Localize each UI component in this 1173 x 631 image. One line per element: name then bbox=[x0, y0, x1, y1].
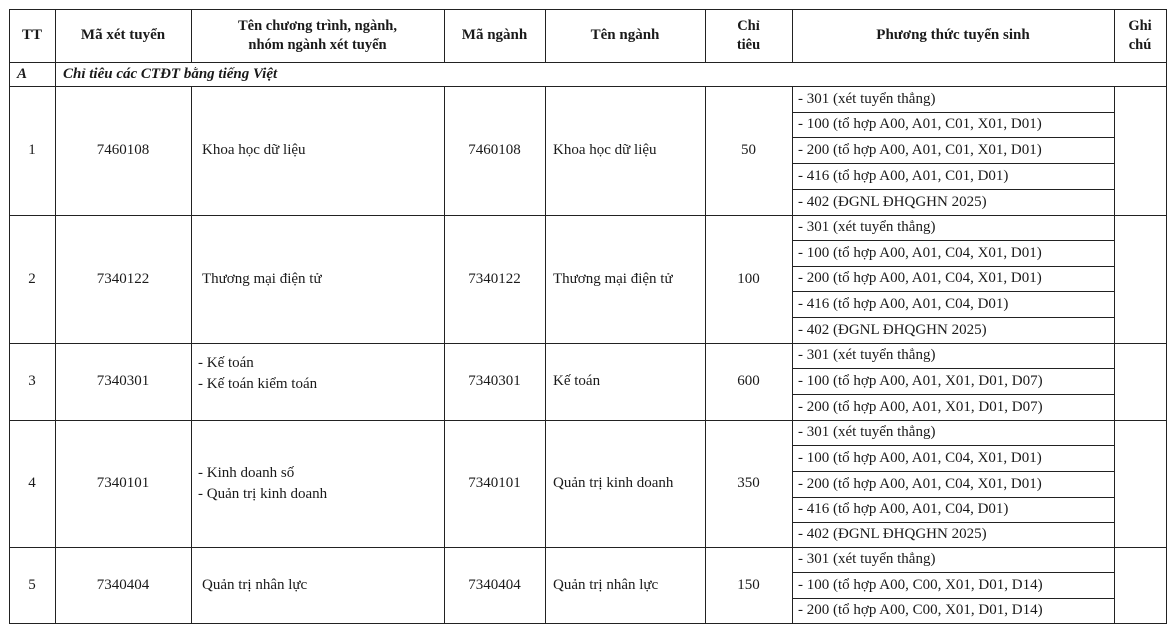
row-3-chi-tieu: 600 bbox=[737, 373, 760, 390]
header-ghi-chu-line1: Ghi bbox=[1128, 18, 1152, 35]
row-4-ten-chuong-trinh bbox=[191, 420, 444, 547]
header-chi-tieu bbox=[705, 9, 792, 62]
row-4-ghi-chu bbox=[1114, 420, 1166, 547]
row-4-ma-xet-tuyen: 7340101 bbox=[96, 475, 150, 492]
row-2-ten-nganh: Thương mại điện tử bbox=[553, 270, 673, 287]
header-ghi-chu-line2: chú bbox=[1128, 36, 1152, 53]
grid-h-method bbox=[792, 112, 1114, 113]
row-3-method-3: - 200 (tổ hợp A00, A01, X01, D01, D07) bbox=[798, 398, 1043, 415]
row-4-method-3: - 200 (tổ hợp A00, A01, C04, X01, D01) bbox=[798, 475, 1042, 492]
grid-h-method bbox=[792, 163, 1114, 164]
row-1-method-2: - 100 (tổ hợp A00, A01, C01, X01, D01) bbox=[798, 116, 1042, 132]
row-4-method-1: - 301 (xét tuyển thẳng) bbox=[798, 424, 936, 440]
row-1-method-1: - 301 (xét tuyển thẳng) bbox=[798, 90, 936, 107]
row-4-ten-chuong-trinh-line-2: - Quản trị kinh doanh bbox=[198, 485, 328, 502]
grid-v-ma-body bbox=[191, 86, 192, 623]
row-2-ghi-chu bbox=[1114, 215, 1166, 343]
row-3-method-2: - 100 (tổ hợp A00, A01, X01, D01, D07) bbox=[798, 372, 1043, 389]
row-2-tt: 2 bbox=[28, 270, 36, 287]
row-2-ten-chuong-trinh-line: Thương mại điện tử bbox=[202, 270, 322, 287]
row-5-ten-chuong-trinh bbox=[191, 547, 444, 623]
row-2-chi-tieu: 100 bbox=[737, 270, 760, 287]
row-3-ten-chuong-trinh-line-2: - Kế toán kiểm toán bbox=[198, 375, 318, 392]
row-4-method-4: - 416 (tổ hợp A00, A01, C04, D01) bbox=[798, 501, 1009, 517]
header-ten-chuong-trinh-line2: nhóm ngành xét tuyển bbox=[248, 36, 387, 53]
grid-h-row2-bottom bbox=[9, 343, 1167, 344]
row-1-tt: 1 bbox=[28, 142, 36, 159]
grid-h-method bbox=[792, 317, 1114, 318]
grid-h-row1-bottom bbox=[9, 215, 1167, 216]
grid-h-method bbox=[792, 497, 1114, 498]
row-5-method-3: - 200 (tổ hợp A00, C00, X01, D01, D14) bbox=[798, 602, 1043, 618]
row-3-ten-chuong-trinh-line-1: - Kế toán bbox=[198, 355, 254, 372]
grid-v-phuongthuc bbox=[1114, 9, 1115, 62]
row-4-method-5: - 402 (ĐGNL ĐHQGHN 2025) bbox=[798, 526, 987, 542]
grid-h-bottom bbox=[9, 623, 1167, 624]
grid-v-chitieu bbox=[792, 9, 793, 62]
header-chi-tieu-line1: Chỉ bbox=[737, 18, 760, 35]
grid-v-manganh-body bbox=[545, 86, 546, 623]
section-title: Chỉ tiêu các CTĐT bằng tiếng Việt bbox=[63, 65, 278, 82]
row-3-ghi-chu bbox=[1114, 343, 1166, 420]
grid-v-left bbox=[9, 9, 10, 623]
header-chi-tieu-line2: tiêu bbox=[736, 36, 761, 53]
grid-v-tennganh-body bbox=[705, 86, 706, 623]
grid-h-method bbox=[792, 598, 1114, 599]
row-2-ten-chuong-trinh bbox=[191, 215, 444, 343]
grid-h-method bbox=[792, 189, 1114, 190]
section-label: A bbox=[17, 65, 28, 82]
header-ma-xet-tuyen: Mã xét tuyển bbox=[80, 27, 166, 44]
grid-h-row4-bottom bbox=[9, 547, 1167, 548]
grid-v-tennganh bbox=[705, 9, 706, 62]
row-1-chi-tieu: 50 bbox=[741, 142, 756, 159]
row-2-method-5: - 402 (ĐGNL ĐHQGHN 2025) bbox=[798, 321, 987, 338]
row-2-ma-nganh: 7340122 bbox=[468, 270, 521, 287]
row-1-ten-chuong-trinh-line: Khoa học dữ liệu bbox=[202, 142, 306, 159]
grid-h-method bbox=[792, 572, 1114, 573]
row-4-ma-nganh: 7340101 bbox=[468, 475, 521, 492]
grid-v-tt bbox=[55, 9, 56, 623]
row-2-method-4: - 416 (tổ hợp A00, A01, C04, D01) bbox=[798, 295, 1009, 312]
grid-h-method bbox=[792, 394, 1114, 395]
row-4-chi-tieu: 350 bbox=[737, 475, 760, 492]
row-1-ten-chuong-trinh bbox=[191, 86, 444, 215]
row-2-method-3: - 200 (tổ hợp A00, A01, C04, X01, D01) bbox=[798, 270, 1042, 286]
header-phuong-thuc: Phương thức tuyển sinh bbox=[876, 27, 1030, 44]
row-4-tt: 4 bbox=[28, 475, 36, 492]
row-1-ten-nganh: Khoa học dữ liệu bbox=[553, 142, 657, 159]
row-5-ten-nganh: Quản trị nhân lực bbox=[553, 576, 659, 593]
grid-h-row3-bottom bbox=[9, 420, 1167, 421]
grid-h-method bbox=[792, 522, 1114, 523]
header-ten-chuong-trinh-line1: Tên chương trình, ngành, bbox=[238, 18, 397, 35]
row-5-ghi-chu bbox=[1114, 547, 1166, 623]
row-1-method-4: - 416 (tổ hợp A00, A01, C01, D01) bbox=[798, 167, 1009, 184]
grid-v-phuongthuc-body bbox=[1114, 86, 1115, 623]
row-3-ten-chuong-trinh bbox=[191, 343, 444, 420]
grid-h-top bbox=[9, 9, 1167, 10]
row-3-ma-xet-tuyen: 7340301 bbox=[96, 373, 150, 390]
grid-h-method bbox=[792, 266, 1114, 267]
row-3-ten-nganh: Kế toán bbox=[553, 373, 601, 390]
grid-h-method bbox=[792, 137, 1114, 138]
row-2-ma-xet-tuyen: 7340122 bbox=[96, 270, 150, 287]
row-5-ma-xet-tuyen: 7340404 bbox=[96, 576, 150, 593]
grid-h-method bbox=[792, 471, 1114, 472]
grid-v-chitieu-body bbox=[792, 86, 793, 623]
header-ten-chuong-trinh bbox=[191, 9, 444, 62]
grid-h-method bbox=[792, 445, 1114, 446]
header-ten-nganh: Tên ngành bbox=[590, 27, 660, 44]
row-1-ma-nganh: 7460108 bbox=[468, 142, 521, 159]
row-4-ten-chuong-trinh-line-1: - Kinh doanh số bbox=[198, 465, 295, 482]
grid-v-manganh bbox=[545, 9, 546, 62]
row-4-method-2: - 100 (tổ hợp A00, A01, C04, X01, D01) bbox=[798, 449, 1042, 466]
grid-v-right bbox=[1166, 9, 1167, 623]
row-5-ten-chuong-trinh-line: Quản trị nhân lực bbox=[202, 576, 308, 593]
grid-h-method bbox=[792, 240, 1114, 241]
grid-h-method bbox=[792, 291, 1114, 292]
grid-h-header-bottom bbox=[9, 62, 1167, 63]
grid-v-ten-body bbox=[444, 86, 445, 623]
header-ghi-chu bbox=[1114, 9, 1166, 62]
row-2-method-1: - 301 (xét tuyển thẳng) bbox=[798, 219, 936, 235]
row-3-method-1: - 301 (xét tuyển thẳng) bbox=[798, 347, 936, 363]
row-3-ma-nganh: 7340301 bbox=[468, 373, 521, 390]
row-1-ghi-chu bbox=[1114, 86, 1166, 215]
row-3-tt: 3 bbox=[28, 373, 36, 390]
row-5-method-2: - 100 (tổ hợp A00, C00, X01, D01, D14) bbox=[798, 576, 1043, 593]
grid-v-ma bbox=[191, 9, 192, 62]
row-5-method-1: - 301 (xét tuyển thẳng) bbox=[798, 551, 936, 567]
grid-v-ten bbox=[444, 9, 445, 62]
row-5-ma-nganh: 7340404 bbox=[468, 576, 521, 593]
row-5-chi-tieu: 150 bbox=[737, 576, 760, 593]
row-1-method-5: - 402 (ĐGNL ĐHQGHN 2025) bbox=[798, 193, 987, 210]
row-2-method-2: - 100 (tổ hợp A00, A01, C04, X01, D01) bbox=[798, 244, 1042, 261]
row-1-method-3: - 200 (tổ hợp A00, A01, C01, X01, D01) bbox=[798, 141, 1042, 158]
row-5-tt: 5 bbox=[28, 576, 36, 593]
header-tt: TT bbox=[21, 27, 42, 44]
header-ma-nganh: Mã ngành bbox=[461, 27, 528, 44]
row-4-ten-nganh: Quản trị kinh doanh bbox=[553, 475, 674, 492]
row-1-ma-xet-tuyen: 7460108 bbox=[96, 142, 150, 159]
grid-h-method bbox=[792, 368, 1114, 369]
grid-h-section-bottom bbox=[9, 86, 1167, 87]
